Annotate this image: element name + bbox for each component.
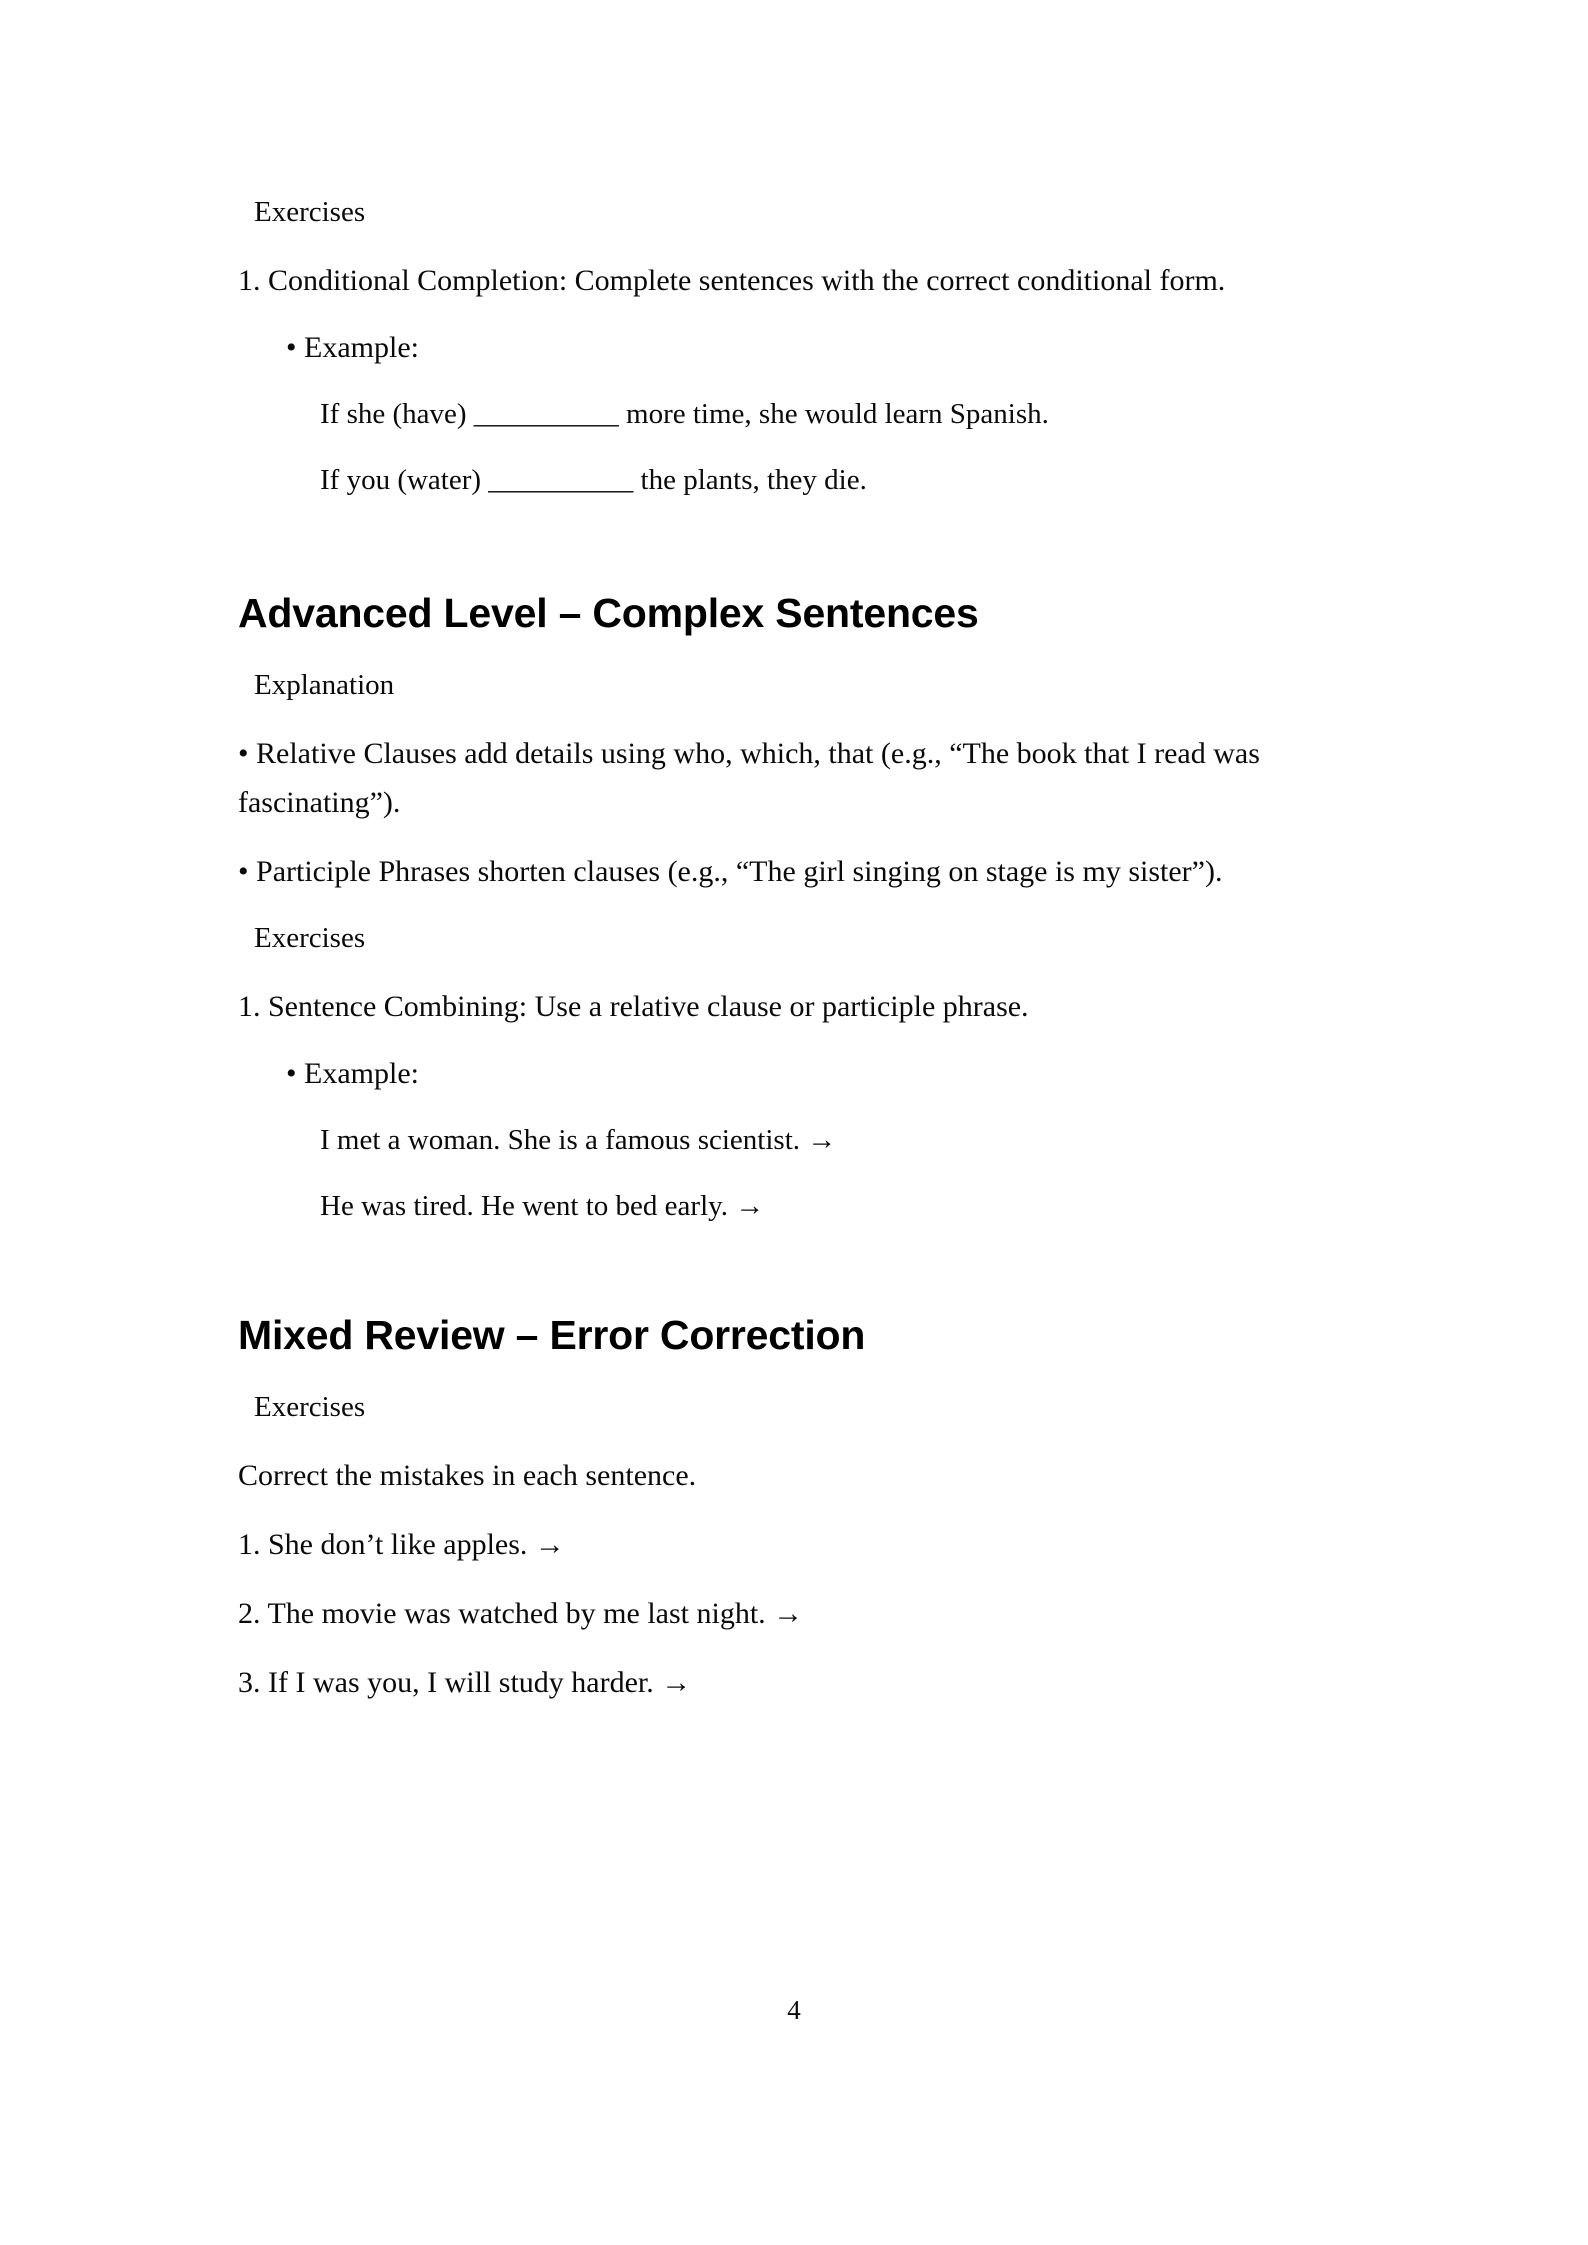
explanation-bullet-participle-phrases: • Participle Phrases shorten clauses (e.g., “The girl singing on stage is my sister”). [238,855,1223,888]
example-sentence-conditional-1: If she (have) __________ more time, she would learn Spanish. [320,398,1049,430]
explanation-bullet-relative-clauses: • Relative Clauses add details using who, which, that (e.g., “The book that I read was fascinating”). [238,737,1260,819]
example-bullet-conditional: • Example: [286,331,419,364]
exercise-item-conditional-1: 1. Conditional Completion: Complete sentences with the correct conditional form. [238,264,1226,297]
error-correction-item-3: 3. If I was you, I will study harder. → [238,1666,692,1699]
spacer-after-mixed-review-heading [238,1361,1338,1385]
error-correction-item-2: 2. The movie was watched by me last night. → [238,1597,804,1630]
example-sentence-conditional-2: If you (water) __________ the plants, they die. [320,464,867,496]
spacer-before-mixed-review-heading [238,1249,1338,1309]
page-number: 4 [787,1995,801,2025]
exercises-label-mixed-review: Exercises [254,1391,366,1423]
section-conditional [238,190,1338,503]
exercises-label-conditional: Exercises [254,196,366,228]
heading-mixed-review: Mixed Review – Error Correction [238,1312,866,1358]
spacer-before-advanced-heading [238,523,1338,587]
exercise-item-advanced-1: 1. Sentence Combining: Use a relative clause or participle phrase. [238,990,1029,1023]
example-bullet-advanced: • Example: [286,1057,419,1090]
error-correction-item-1: 1. She don’t like apples. → [238,1528,565,1561]
section-mixed-review [238,1309,1338,1707]
explanation-label-advanced: Explanation [254,669,395,701]
page-content [238,190,1338,1727]
section-advanced-level [238,587,1338,1229]
example-sentence-advanced-1: I met a woman. She is a famous scientist. → [320,1124,837,1156]
spacer-after-advanced-heading [238,639,1338,663]
exercises-label-advanced: Exercises [254,922,366,954]
heading-advanced-level: Advanced Level – Complex Sentences [238,590,979,636]
instruction-mixed-review: Correct the mistakes in each sentence. [238,1459,697,1492]
example-sentence-advanced-2: He was tired. He went to bed early. → [320,1190,765,1222]
